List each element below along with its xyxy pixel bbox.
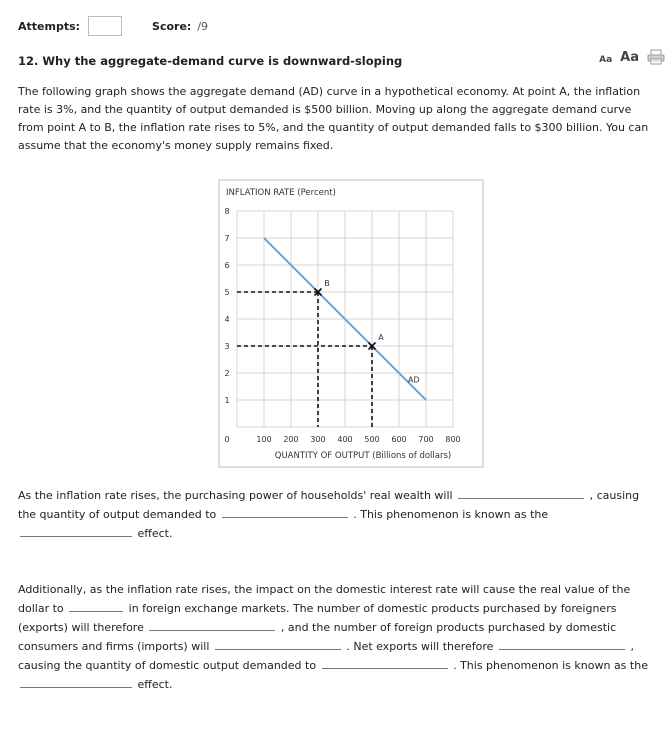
question-part-1 (18, 486, 658, 543)
wealth-answer-dropdown[interactable] (458, 486, 584, 499)
exports-answer-dropdown[interactable] (149, 618, 275, 631)
y-tick-label: 3 (224, 342, 230, 351)
x-tick-label: 300 (310, 435, 326, 444)
domestic-output-answer-dropdown[interactable] (322, 656, 448, 669)
p2-text-7: effect. (137, 678, 173, 691)
effect-2-answer-dropdown[interactable] (20, 675, 132, 688)
ad-curve-label: AD (408, 375, 420, 385)
y-tick-label: 8 (224, 207, 230, 216)
p1-text-2: , causing the quantity of output demanded to (18, 489, 640, 521)
p1-text-1: As the inflation rate rises, the purchasing power of households' real wealth will (18, 489, 453, 502)
p1-text-3: . This phenomenon is known as the (353, 508, 549, 521)
x-tick-label: 200 (283, 435, 299, 444)
y-tick-label: 7 (224, 234, 230, 243)
score-label: Score: (152, 19, 192, 33)
point-label-a: A (378, 333, 384, 342)
x-axis-label: QUANTITY OF OUTPUT (Billions of dollars) (274, 451, 452, 461)
y-tick-label: 0 (224, 435, 230, 444)
attempts-label: Attempts: (18, 19, 81, 33)
graph-frame (219, 180, 483, 467)
question-part-2 (18, 581, 658, 694)
x-tick-label: 800 (445, 435, 461, 444)
p2-text-2: in foreign exchange markets. The number of domestic products purchased by foreigners (exports) will therefore (18, 602, 617, 634)
p2-text-6: . This phenomenon is known as the (453, 659, 648, 672)
x-tick-label: 600 (391, 435, 407, 444)
y-tick-label: 4 (224, 315, 230, 324)
p2-text-5: , causing the quantity of domestic output demanded to (18, 640, 634, 672)
p1-text-4: effect. (137, 527, 173, 540)
y-axis-label: INFLATION RATE (Percent) (226, 188, 336, 198)
x-tick-label: 700 (418, 435, 434, 444)
y-tick-label: 2 (224, 369, 230, 378)
y-tick-label: 1 (224, 396, 230, 405)
x-tick-label: 500 (364, 435, 380, 444)
score-value: /9 (197, 19, 209, 33)
x-tick-label: 100 (256, 435, 272, 444)
net-exports-answer-dropdown[interactable] (499, 637, 625, 650)
p2-text-1: Additionally, as the inflation rate rises, the impact on the domestic interest rate will cause the real value of the dollar to (18, 583, 631, 615)
question-intro: The following graph shows the aggregate demand (AD) curve in a hypothetical economy. At point A, the inflation rate is 3%, and the quantity of output demanded is $500 billion. Moving up along the aggregate demand curve from point A to B, the inflation rate rises to 5%, and the quantity of output demanded falls to $300 billion. You can assume that the economy's money supply remains fixed. (18, 85, 649, 152)
imports-answer-dropdown[interactable] (215, 637, 341, 650)
font-increase-button[interactable]: Aa (620, 50, 639, 65)
p2-text-3: , and the number of foreign products purchased by domestic consumers and firms (imports) will (18, 621, 617, 653)
y-tick-label: 6 (224, 261, 230, 270)
question-title: 12. Why the aggregate-demand curve is downward-sloping (18, 54, 403, 68)
y-tick-label: 5 (224, 288, 230, 297)
x-tick-label: 400 (337, 435, 353, 444)
quantity-answer-dropdown[interactable] (222, 505, 348, 518)
font-decrease-button[interactable]: Aa (599, 55, 613, 65)
point-label-b: B (324, 279, 330, 288)
effect-1-answer-dropdown[interactable] (20, 524, 132, 537)
p2-text-4: . Net exports will therefore (346, 640, 494, 653)
dollar-answer-dropdown[interactable] (69, 599, 123, 612)
